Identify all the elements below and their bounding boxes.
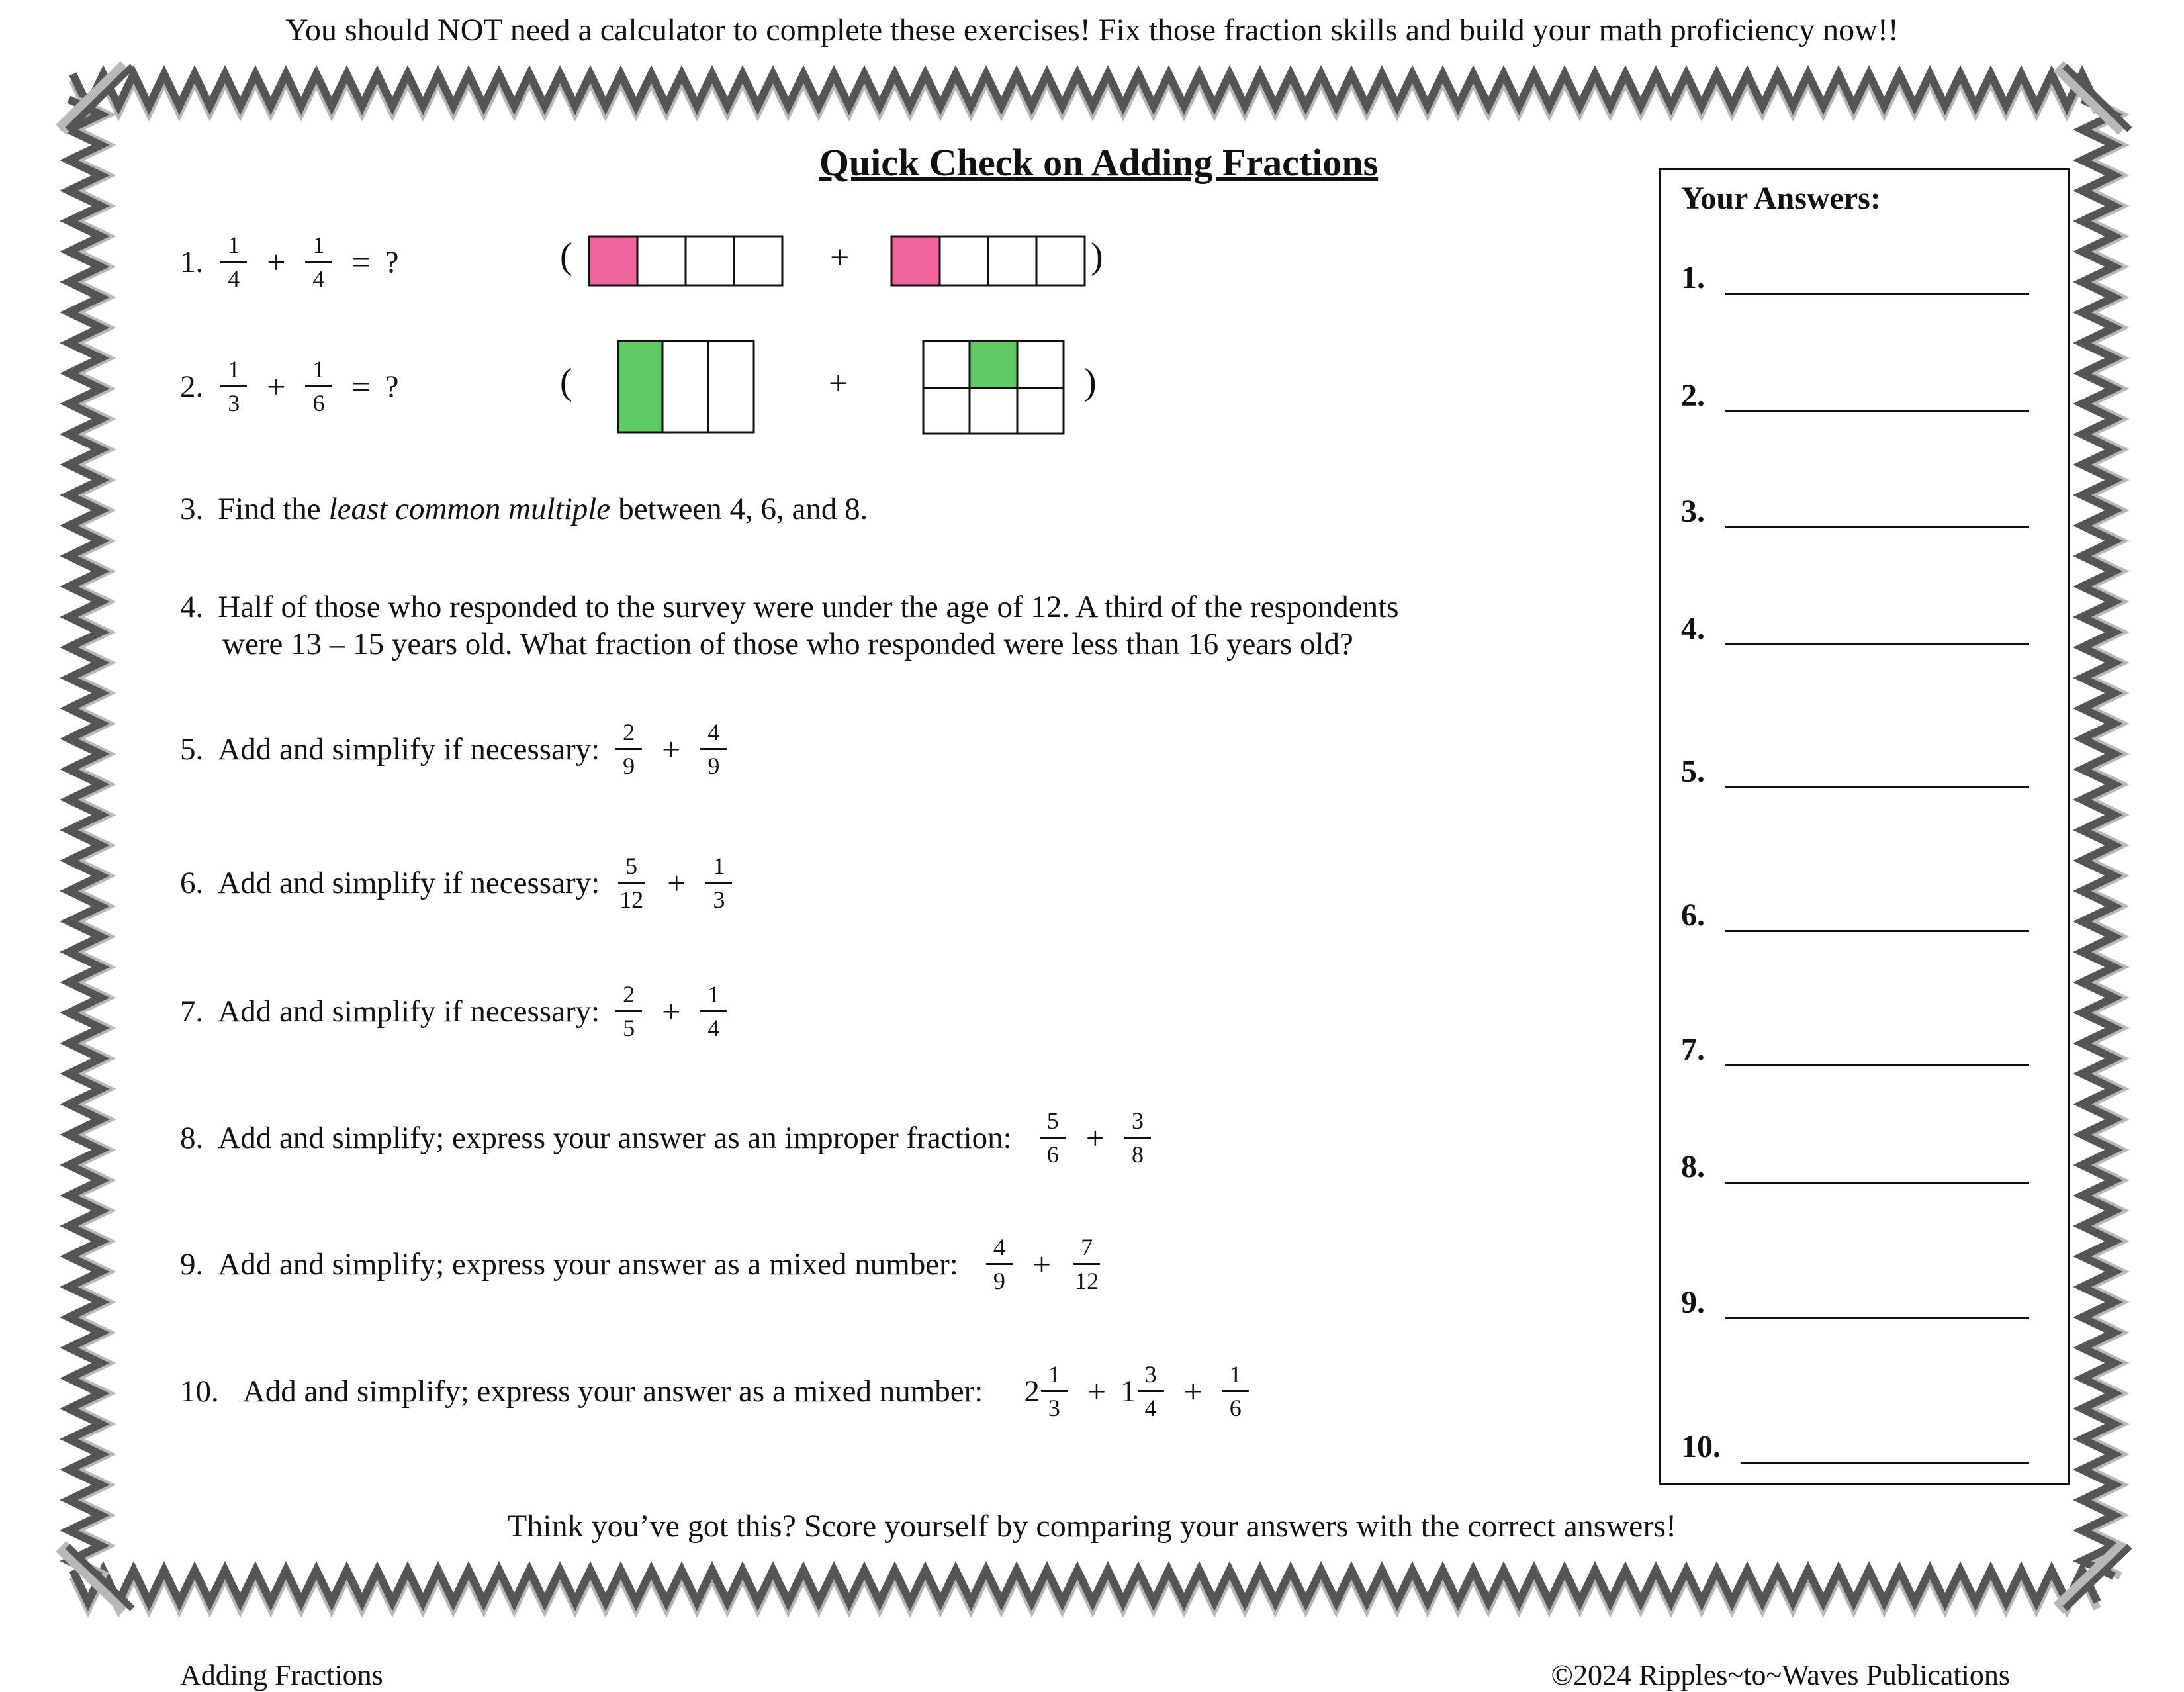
- fraction: $\frac{2}{9}$: [615, 720, 642, 778]
- plus-sign: +: [662, 730, 681, 768]
- footer-title: Adding Fractions: [180, 1659, 383, 1691]
- footer-copyright: ©2024 Ripples~to~Waves Publications: [1551, 1659, 2010, 1691]
- question-10: [180, 1362, 1254, 1420]
- question-number: 4.: [180, 590, 204, 624]
- question-number: 9.: [180, 1246, 204, 1282]
- question-text: between 4, 6, and 8.: [618, 492, 868, 526]
- answer-label-5: 5.: [1681, 754, 1705, 789]
- question-number: 2.: [180, 369, 204, 404]
- answer-box-title: Your Answers:: [1681, 181, 1881, 216]
- answer-label-2: 2.: [1681, 378, 1705, 413]
- answer-label-4: 4.: [1681, 611, 1705, 646]
- question-number: 3.: [180, 492, 204, 526]
- open-paren: (: [560, 236, 572, 277]
- fraction: $\frac{1}{3}$: [705, 854, 732, 912]
- answer-blank-3[interactable]: [1725, 526, 2029, 528]
- answer-blank-6[interactable]: [1725, 930, 2029, 932]
- answer-label-6: 6.: [1681, 898, 1705, 933]
- plus-sign: +: [1032, 1245, 1052, 1283]
- fraction: $\frac{1}{4}$: [220, 233, 247, 291]
- fraction-bar-quarter-a: [588, 235, 784, 287]
- question-4: [180, 589, 1398, 662]
- shaded-cell: [891, 236, 940, 285]
- question-mark: ?: [385, 244, 399, 279]
- answer-box: [1659, 168, 2070, 1485]
- fraction-grid-sixth: [922, 340, 1066, 436]
- fraction: $\frac{1}{6}$: [305, 357, 332, 415]
- fraction: $\frac{1}{4}$: [305, 233, 332, 291]
- question-number: 10.: [180, 1374, 219, 1409]
- fraction: $\frac{4}{9}$: [700, 720, 727, 778]
- answer-label-1: 1.: [1681, 260, 1705, 295]
- answer-label-9: 9.: [1681, 1285, 1705, 1320]
- fraction: $\frac{5}{6}$: [1040, 1109, 1066, 1166]
- answer-blank-7[interactable]: [1725, 1064, 2029, 1066]
- plus-sign: +: [667, 864, 686, 902]
- question-text-line-1: Half of those who responded to the survey were under the age of 12. A third of the respondents: [218, 590, 1399, 624]
- answer-blank-4[interactable]: [1725, 643, 2029, 645]
- equals-sign: =: [351, 367, 371, 405]
- question-number: 8.: [180, 1120, 204, 1155]
- closing-note: Think you’ve got this? Score yourself by comparing your answers with the correct answers!: [507, 1509, 1677, 1544]
- question-number: 7.: [180, 994, 204, 1029]
- fraction: $\frac{1}{4}$: [700, 982, 727, 1040]
- question-5: [180, 720, 732, 778]
- question-7: [180, 982, 732, 1040]
- fraction: $\frac{7}{12}$: [1075, 1234, 1099, 1294]
- open-paren: (: [560, 361, 572, 402]
- shaded-cell: [970, 341, 1017, 388]
- question-text: Find the: [218, 492, 321, 526]
- plus-sign: +: [1085, 1119, 1105, 1156]
- plus-sign: +: [662, 992, 681, 1030]
- fraction: $\frac{5}{12}$: [619, 853, 644, 913]
- answer-blank-8[interactable]: [1725, 1182, 2029, 1184]
- shaded-cell: [618, 341, 662, 432]
- question-9: [180, 1235, 1108, 1293]
- plus-sign: +: [267, 367, 286, 405]
- answer-blank-10[interactable]: [1741, 1462, 2029, 1464]
- fraction: $\frac{3}{4}$: [1138, 1362, 1164, 1420]
- fraction: $\frac{3}{8}$: [1124, 1109, 1151, 1166]
- question-text: Add and simplify if necessary:: [218, 865, 600, 900]
- question-mark: ?: [385, 369, 399, 404]
- answer-label-3: 3.: [1681, 494, 1705, 529]
- plus-sign: +: [829, 365, 848, 402]
- equals-sign: =: [351, 243, 371, 281]
- question-number: 6.: [180, 865, 204, 900]
- answer-blank-9[interactable]: [1725, 1317, 2029, 1319]
- fraction: $\frac{4}{9}$: [986, 1235, 1013, 1293]
- question-text: Add and simplify; express your answer as a mixed number:: [218, 1246, 958, 1282]
- question-text-line-2: were 13 – 15 years old. What fraction of those who responded were less than 16 years old?: [222, 627, 1353, 661]
- answer-label-7: 7.: [1681, 1032, 1705, 1067]
- answer-label-10: 10.: [1681, 1429, 1721, 1464]
- question-1: [180, 233, 399, 291]
- plus-sign: +: [267, 243, 286, 281]
- question-3: [180, 491, 868, 527]
- fraction: $\frac{2}{5}$: [615, 982, 642, 1040]
- question-6: [180, 854, 737, 912]
- question-number: 1.: [180, 244, 204, 279]
- fraction: $\frac{1}{3}$: [1041, 1362, 1068, 1420]
- plus-sign: +: [830, 239, 850, 277]
- fraction-bar-quarter-b: [890, 235, 1086, 287]
- question-text: Add and simplify if necessary:: [218, 994, 600, 1029]
- emphasis-text: least common multiple: [328, 492, 611, 526]
- answer-label-8: 8.: [1681, 1149, 1705, 1184]
- question-2: [180, 357, 399, 415]
- close-paren: ): [1084, 361, 1097, 402]
- fraction: $\frac{1}{6}$: [1222, 1362, 1249, 1420]
- page-title: Quick Check on Adding Fractions: [819, 141, 1379, 184]
- fraction: $\frac{1}{3}$: [220, 357, 247, 415]
- question-number: 5.: [180, 731, 204, 767]
- question-text: Add and simplify; express your answer as an improper fraction:: [218, 1120, 1012, 1155]
- question-text: Add and simplify; express your answer as a mixed number:: [242, 1374, 983, 1409]
- plus-sign: +: [1087, 1372, 1107, 1410]
- question-text: Add and simplify if necessary:: [218, 731, 600, 767]
- close-paren: ): [1091, 236, 1103, 277]
- question-8: [180, 1109, 1156, 1166]
- whole-number: 2: [1024, 1374, 1040, 1409]
- answer-blank-5[interactable]: [1725, 786, 2029, 788]
- answer-blank-2[interactable]: [1725, 410, 2029, 412]
- answer-blank-1[interactable]: [1725, 293, 2029, 295]
- fraction-bar-third: [617, 340, 756, 434]
- shaded-cell: [589, 236, 637, 285]
- plus-sign: +: [1183, 1372, 1203, 1410]
- header-note: You should NOT need a calculator to complete these exercises! Fix those fraction skills and build your math proficiency now!!: [285, 13, 1899, 48]
- whole-number: 1: [1120, 1374, 1136, 1409]
